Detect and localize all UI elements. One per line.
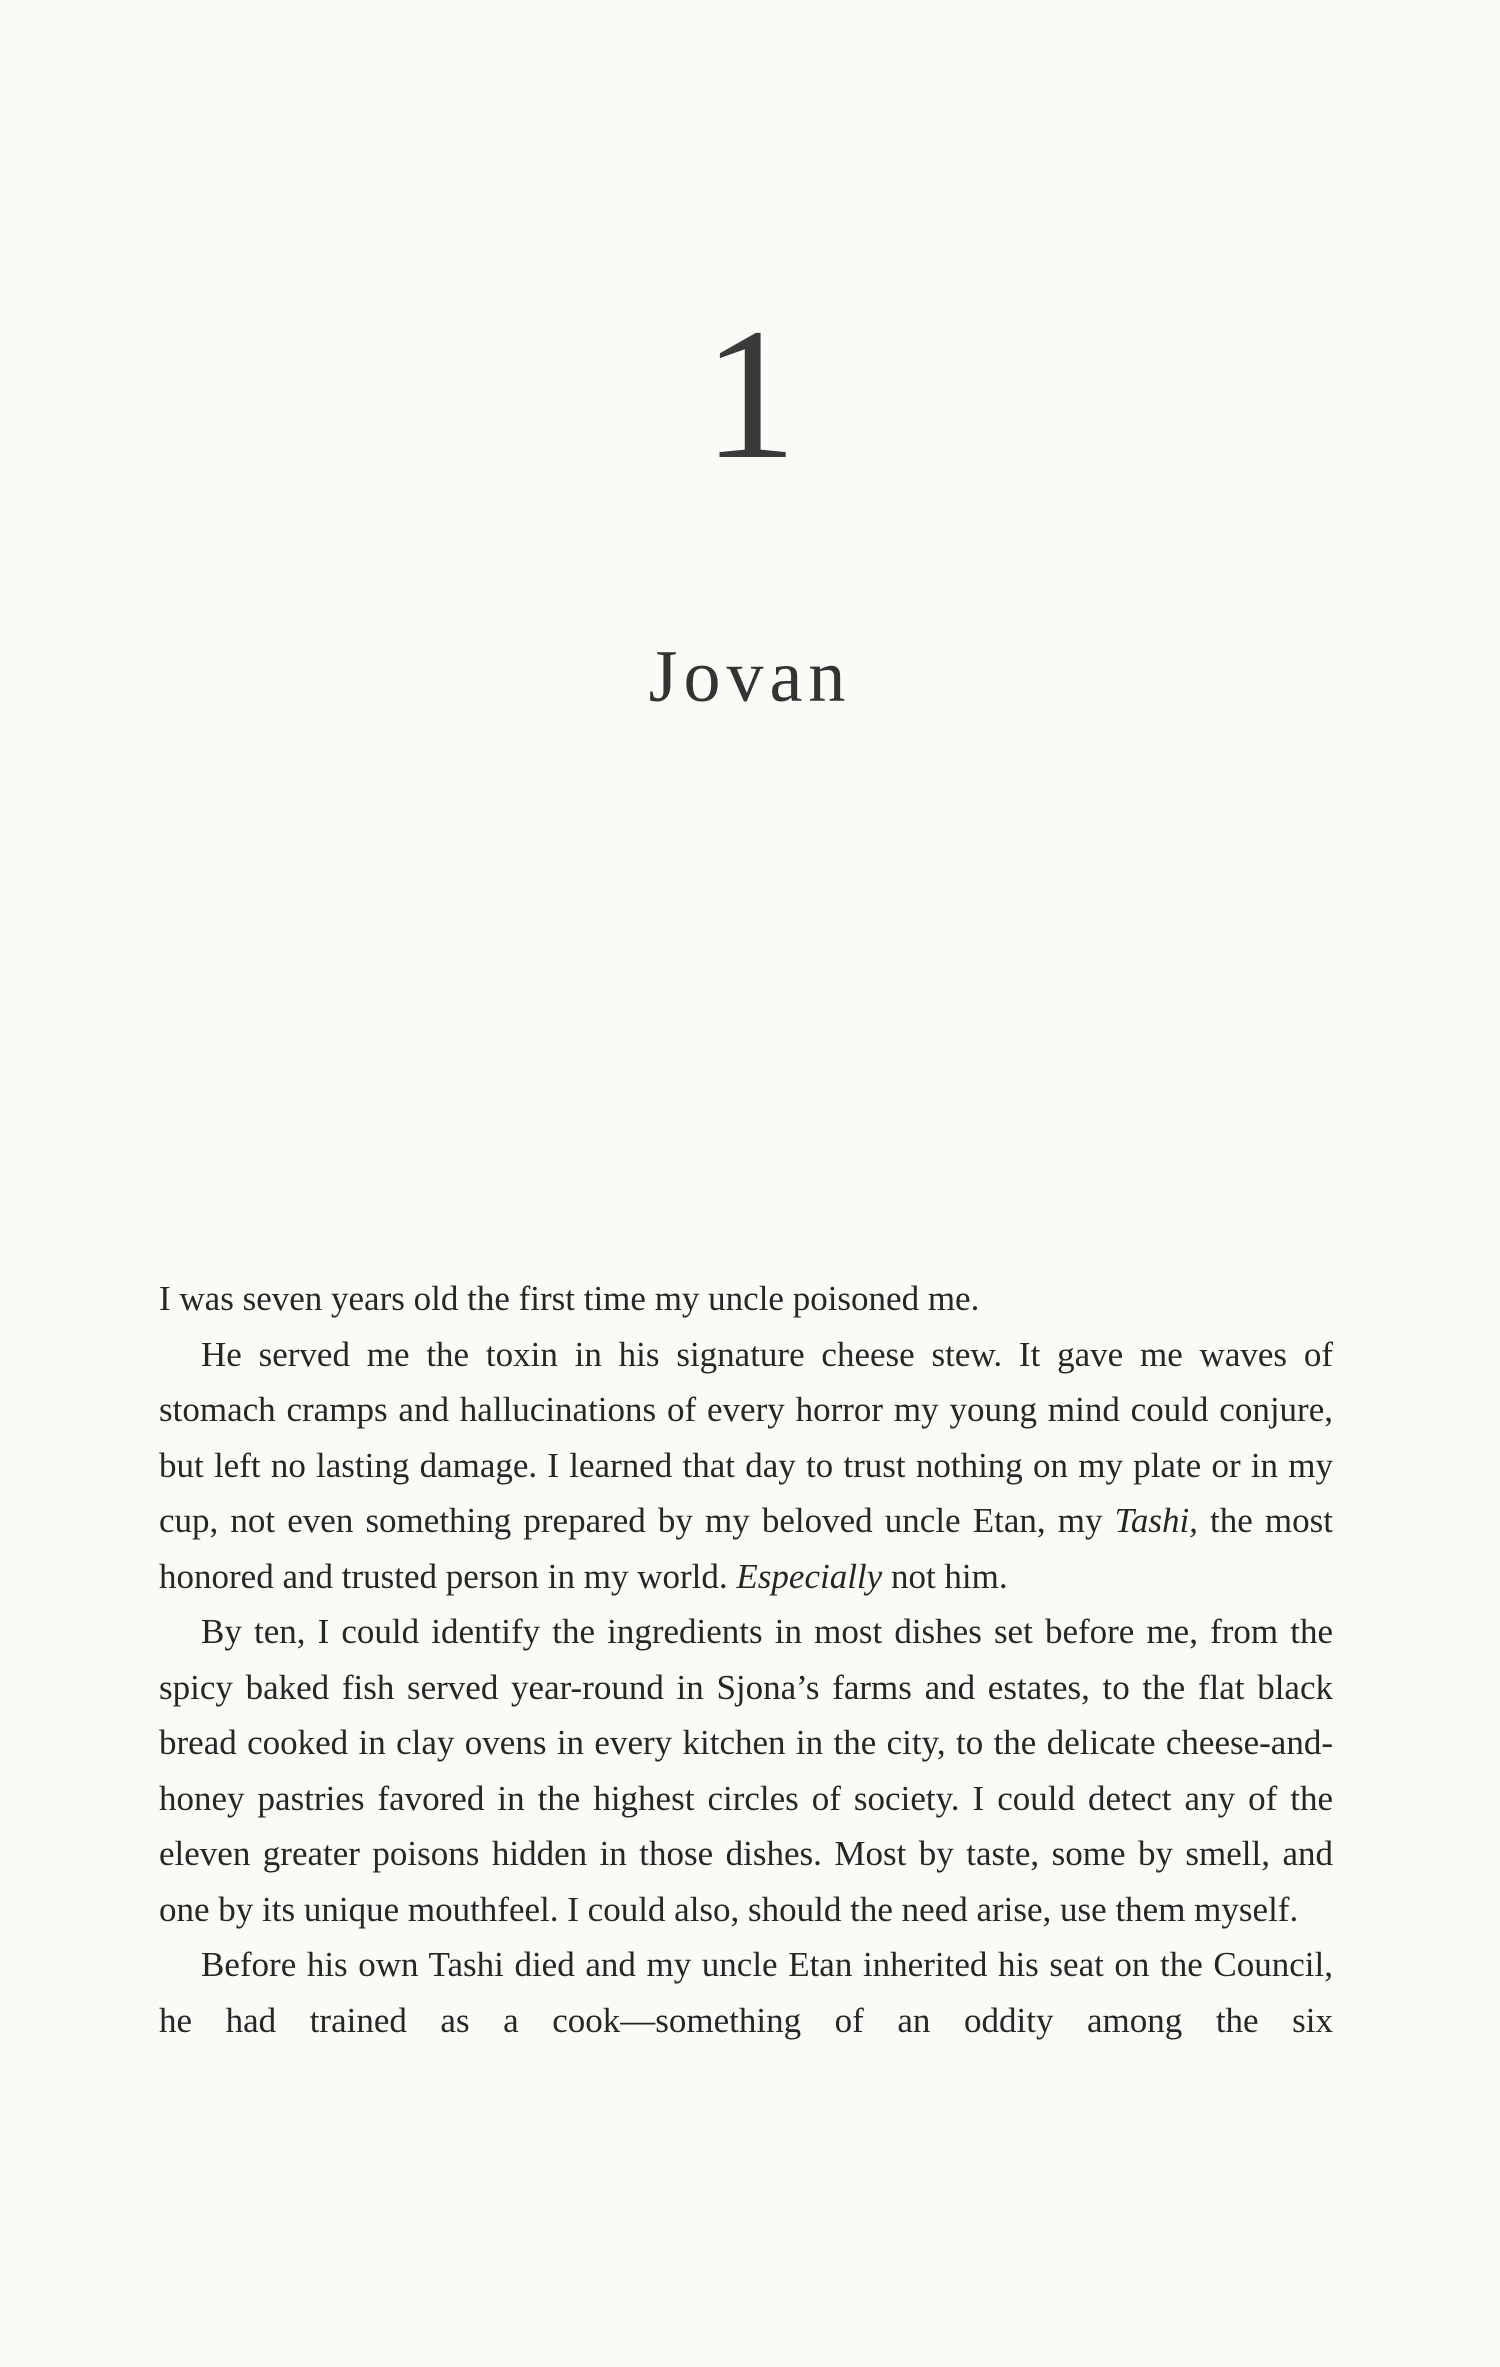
- paragraph-4: Before his own Tashi died and my uncle Etan inherited his seat on the Council, he had trained as a cook—something of an oddity among the six: [159, 1945, 1333, 2040]
- chapter-title: Jovan: [648, 636, 852, 718]
- paragraph-2-text-b: the most honored and trusted person in my world.: [159, 1501, 1334, 1596]
- paragraph-2-text-c: not him.: [882, 1556, 1008, 1596]
- chapter-body: [159, 1271, 1333, 2048]
- chapter-number: 1: [703, 289, 797, 498]
- paragraph-2: [159, 1327, 1333, 1605]
- paragraph-3: By ten, I could identify the ingredients in most dishes set before me, from the spicy baked fish served year-round in Sjona’s farms and estates, to the flat black bread cooked in clay ovens in every kitchen in the city, to the delicate cheese-and-honey pastries favored in the highest circles of society. I could detect any of the eleven greater poisons hidden in those dishes. Most by taste, some by smell, and one by its unique mouthfeel. I could also, should the need arise, use them myself.: [159, 1612, 1333, 1929]
- paragraph-2-text-a: He served me the toxin in his signature cheese stew. It gave me waves of stomach cramps and hallucinations of every horror my young mind could conjure, but left no lasting damage. I learned that day to trust nothing on my plate or in my cup, not even something prepared by my beloved uncle Etan, my: [159, 1334, 1333, 1540]
- paragraph-2-emphasis-especially: Especially: [736, 1556, 883, 1596]
- paragraph-2-emphasis-tashi: Tashi,: [1114, 1501, 1198, 1540]
- paragraph-1: I was seven years old the first time my uncle poisoned me.: [159, 1279, 980, 1318]
